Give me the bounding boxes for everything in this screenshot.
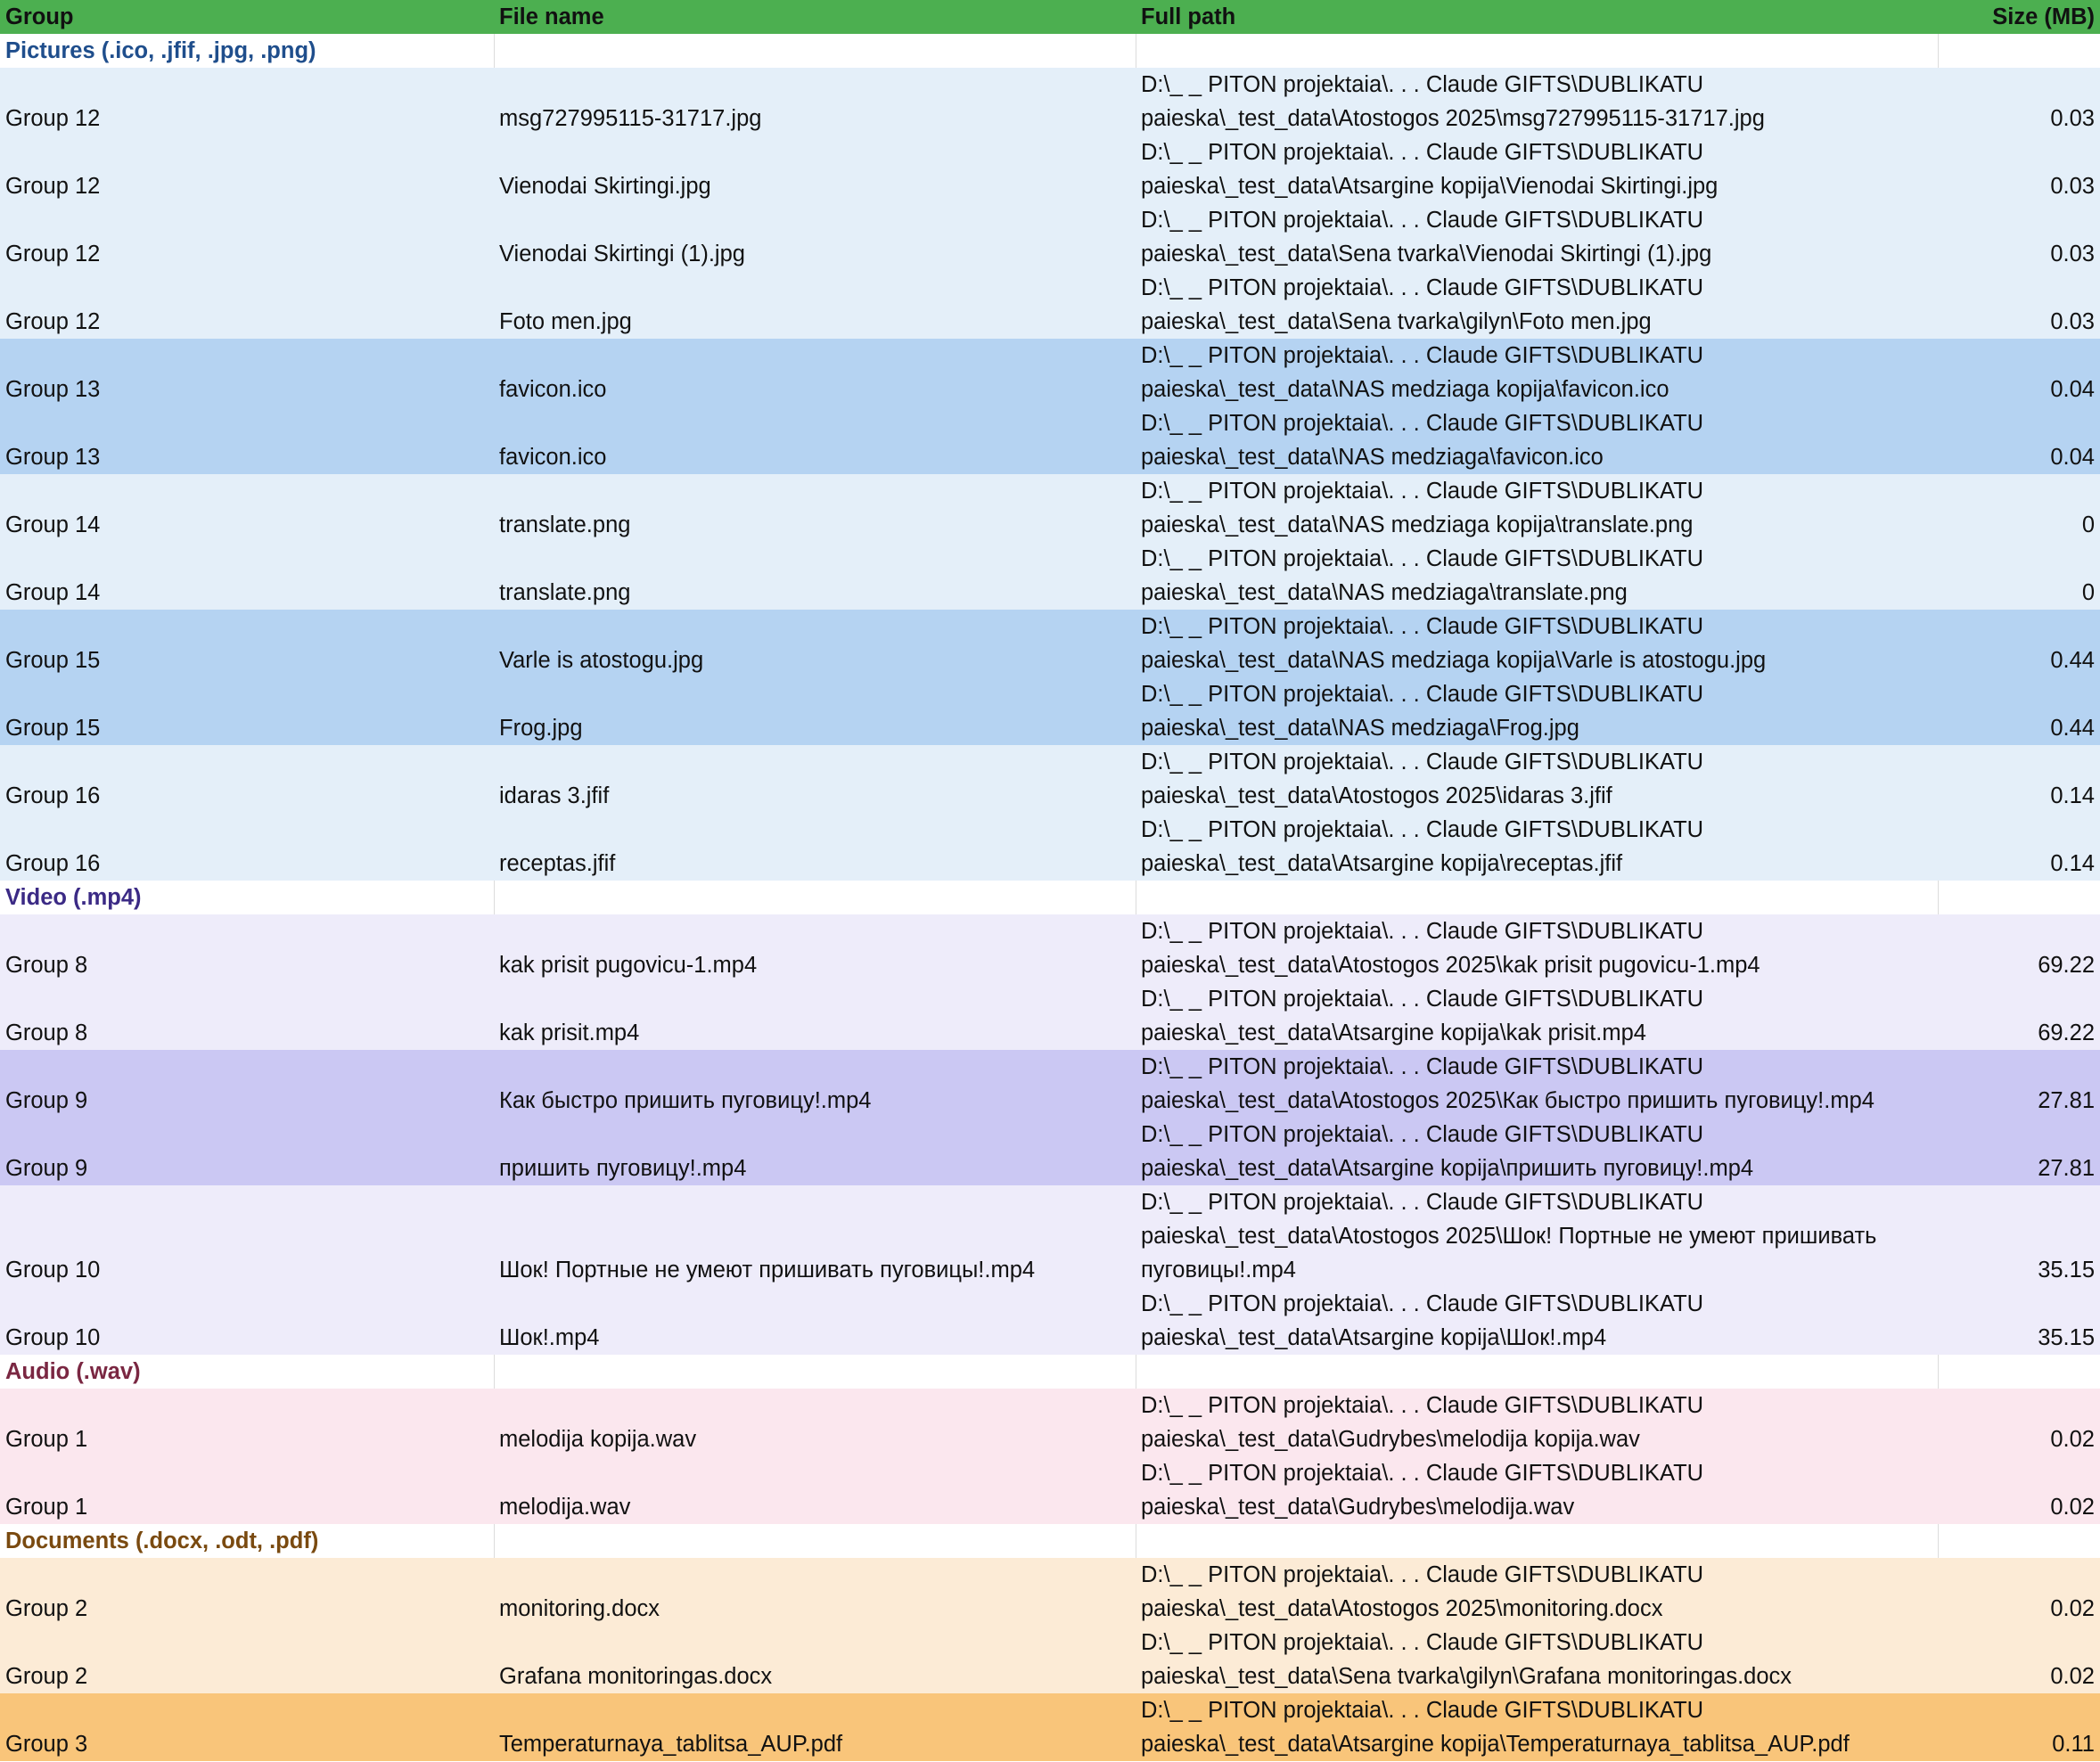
full-path-cell[interactable] <box>1136 745 1938 813</box>
group-cell[interactable]: Group 2 <box>0 1558 494 1626</box>
file-name-cell[interactable]: Varle is atostogu.jpg <box>494 610 1136 677</box>
size-cell[interactable]: 0.11 <box>1938 1693 2100 1761</box>
group-cell[interactable]: Group 15 <box>0 610 494 677</box>
full-path-cell[interactable] <box>1136 677 1938 745</box>
path-line: paieska\_test_data\NAS medziaga kopija\translate.png <box>1141 512 1694 537</box>
full-path-cell[interactable] <box>1136 542 1938 610</box>
path-line: D:\_ _ PITON projektaia\. . . Claude GIFTS\DUBLIKATU <box>1141 1190 1704 1215</box>
size-cell[interactable]: 0 <box>1938 542 2100 610</box>
path-line: paieska\_test_data\Atsargine kopija\Temperaturnaya_tablitsa_AUP.pdf <box>1141 1732 1850 1757</box>
table-row <box>0 1050 2100 1118</box>
table-row <box>0 1558 2100 1626</box>
table-row <box>0 677 2100 745</box>
full-path-cell[interactable] <box>1136 914 1938 982</box>
group-cell[interactable]: Group 13 <box>0 339 494 406</box>
group-cell[interactable]: Group 1 <box>0 1456 494 1524</box>
full-path-cell[interactable] <box>1136 1050 1938 1118</box>
full-path-cell[interactable] <box>1136 68 1938 135</box>
size-cell[interactable]: 0.04 <box>1938 406 2100 474</box>
group-cell[interactable]: Group 2 <box>0 1626 494 1693</box>
table-row <box>0 339 2100 406</box>
group-cell[interactable]: Group 14 <box>0 542 494 610</box>
file-name-cell[interactable]: Grafana monitoringas.docx <box>494 1626 1136 1693</box>
group-cell[interactable]: Group 14 <box>0 474 494 542</box>
path-line: D:\_ _ PITON projektaia\. . . Claude GIFTS\DUBLIKATU <box>1141 479 1704 504</box>
path-line: D:\_ _ PITON projektaia\. . . Claude GIFTS\DUBLIKATU <box>1141 275 1704 300</box>
file-name-cell[interactable]: Foto men.jpg <box>494 271 1136 339</box>
empty-cell[interactable] <box>494 1524 1136 1558</box>
full-path-cell[interactable] <box>1136 1185 1938 1287</box>
size-cell[interactable]: 0.03 <box>1938 68 2100 135</box>
section-row-audio <box>0 1355 2100 1389</box>
size-cell[interactable]: 0.04 <box>1938 339 2100 406</box>
size-cell[interactable]: 0.14 <box>1938 813 2100 881</box>
size-cell[interactable]: 69.22 <box>1938 982 2100 1050</box>
group-cell[interactable]: Group 9 <box>0 1050 494 1118</box>
size-cell[interactable]: 0.03 <box>1938 135 2100 203</box>
path-line: пуговицы!.mp4 <box>1141 1258 1296 1283</box>
file-name-cell[interactable]: favicon.ico <box>494 339 1136 406</box>
header-file-name[interactable]: File name <box>494 0 1136 34</box>
section-row-pictures <box>0 34 2100 68</box>
path-line: D:\_ _ PITON projektaia\. . . Claude GIFTS\DUBLIKATU <box>1141 1630 1704 1655</box>
size-cell[interactable]: 27.81 <box>1938 1050 2100 1118</box>
path-line: paieska\_test_data\Sena tvarka\gilyn\Grafana monitoringas.docx <box>1141 1664 1792 1689</box>
path-line: paieska\_test_data\NAS medziaga\translate.png <box>1141 580 1628 605</box>
file-name-cell[interactable]: Как быстро пришить пуговицу!.mp4 <box>494 1050 1136 1118</box>
full-path-cell[interactable] <box>1136 1287 1938 1355</box>
size-cell[interactable]: 0 <box>1938 474 2100 542</box>
file-name-cell[interactable]: Frog.jpg <box>494 677 1136 745</box>
path-line: D:\_ _ PITON projektaia\. . . Claude GIFTS\DUBLIKATU <box>1141 546 1704 571</box>
path-line: paieska\_test_data\Atsargine kopija\пришить пуговицу!.mp4 <box>1141 1156 1754 1181</box>
file-name-cell[interactable]: melodija kopija.wav <box>494 1389 1136 1456</box>
section-row-video <box>0 881 2100 914</box>
table-row <box>0 914 2100 982</box>
file-name-cell[interactable]: Шок!.mp4 <box>494 1287 1136 1355</box>
size-cell[interactable]: 27.81 <box>1938 1118 2100 1185</box>
path-line: paieska\_test_data\NAS medziaga\Frog.jpg <box>1141 716 1579 741</box>
table-row <box>0 406 2100 474</box>
file-name-cell[interactable]: favicon.ico <box>494 406 1136 474</box>
file-name-cell[interactable]: receptas.jfif <box>494 813 1136 881</box>
table-row <box>0 1626 2100 1693</box>
size-cell[interactable]: 0.02 <box>1938 1456 2100 1524</box>
size-cell[interactable]: 0.02 <box>1938 1626 2100 1693</box>
size-cell[interactable]: 0.03 <box>1938 203 2100 271</box>
group-cell[interactable]: Group 13 <box>0 406 494 474</box>
table-row <box>0 1693 2100 1761</box>
size-cell[interactable]: 69.22 <box>1938 914 2100 982</box>
header-row <box>0 0 2100 34</box>
file-name-cell[interactable]: Temperaturnaya_tablitsa_AUP.pdf <box>494 1693 1136 1761</box>
path-line: D:\_ _ PITON projektaia\. . . Claude GIFTS\DUBLIKATU <box>1141 343 1704 368</box>
path-line: paieska\_test_data\Atsargine kopija\receptas.jfif <box>1141 851 1623 876</box>
group-cell[interactable]: Group 9 <box>0 1118 494 1185</box>
table-row <box>0 610 2100 677</box>
empty-cell[interactable] <box>1136 881 1938 914</box>
table-row <box>0 1118 2100 1185</box>
path-line: D:\_ _ PITON projektaia\. . . Claude GIFTS\DUBLIKATU <box>1141 1461 1704 1486</box>
table-row <box>0 135 2100 203</box>
header-size[interactable]: Size (MB) <box>1938 0 2100 34</box>
empty-cell[interactable] <box>1136 34 1938 68</box>
full-path-cell[interactable] <box>1136 203 1938 271</box>
full-path-cell[interactable] <box>1136 271 1938 339</box>
group-cell[interactable]: Group 8 <box>0 982 494 1050</box>
section-label[interactable]: Audio (.wav) <box>0 1355 494 1389</box>
path-line: paieska\_test_data\Atostogos 2025\monitoring.docx <box>1141 1596 1663 1621</box>
group-cell[interactable]: Group 16 <box>0 745 494 813</box>
empty-cell[interactable] <box>1938 1355 2100 1389</box>
path-line: D:\_ _ PITON projektaia\. . . Claude GIFTS\DUBLIKATU <box>1141 1698 1704 1723</box>
path-line: paieska\_test_data\Atostogos 2025\Как быстро пришить пуговицу!.mp4 <box>1141 1088 1874 1113</box>
empty-cell[interactable] <box>1938 881 2100 914</box>
file-name-cell[interactable]: msg727995115-31717.jpg <box>494 68 1136 135</box>
full-path-cell[interactable] <box>1136 1118 1938 1185</box>
table-row <box>0 1389 2100 1456</box>
group-cell[interactable]: Group 16 <box>0 813 494 881</box>
table-row <box>0 982 2100 1050</box>
path-line: paieska\_test_data\Sena tvarka\Vienodai Skirtingi (1).jpg <box>1141 242 1712 266</box>
group-cell[interactable]: Group 3 <box>0 1693 494 1761</box>
path-line: D:\_ _ PITON projektaia\. . . Claude GIFTS\DUBLIKATU <box>1141 1291 1704 1316</box>
empty-cell[interactable] <box>1136 1524 1938 1558</box>
header-group[interactable]: Group <box>0 0 494 34</box>
table-row <box>0 745 2100 813</box>
path-line: paieska\_test_data\Sena tvarka\gilyn\Foto men.jpg <box>1141 309 1652 334</box>
full-path-cell[interactable] <box>1136 339 1938 406</box>
path-line: paieska\_test_data\NAS medziaga kopija\favicon.ico <box>1141 377 1669 402</box>
path-line: paieska\_test_data\Gudrybes\melodija kopija.wav <box>1141 1427 1640 1452</box>
path-line: D:\_ _ PITON projektaia\. . . Claude GIFTS\DUBLIKATU <box>1141 817 1704 842</box>
size-cell[interactable]: 0.44 <box>1938 610 2100 677</box>
path-line: paieska\_test_data\NAS medziaga\favicon.ico <box>1141 445 1604 470</box>
file-name-cell[interactable]: kak prisit pugovicu-1.mp4 <box>494 914 1136 982</box>
group-cell[interactable]: Group 10 <box>0 1185 494 1287</box>
file-name-cell[interactable]: idaras 3.jfif <box>494 745 1136 813</box>
group-cell[interactable]: Group 12 <box>0 68 494 135</box>
section-label[interactable]: Documents (.docx, .odt, .pdf) <box>0 1524 494 1558</box>
group-cell[interactable]: Group 10 <box>0 1287 494 1355</box>
full-path-cell[interactable] <box>1136 474 1938 542</box>
table-row <box>0 1185 2100 1287</box>
size-cell[interactable]: 0.03 <box>1938 271 2100 339</box>
file-name-cell[interactable]: Vienodai Skirtingi (1).jpg <box>494 203 1136 271</box>
table-row <box>0 474 2100 542</box>
path-line: paieska\_test_data\Atostogos 2025\msg727995115-31717.jpg <box>1141 106 1765 131</box>
path-line: D:\_ _ PITON projektaia\. . . Claude GIFTS\DUBLIKATU <box>1141 1393 1704 1418</box>
path-line: D:\_ _ PITON projektaia\. . . Claude GIFTS\DUBLIKATU <box>1141 919 1704 944</box>
full-path-cell[interactable] <box>1136 406 1938 474</box>
file-name-cell[interactable]: пришить пуговицу!.mp4 <box>494 1118 1136 1185</box>
empty-cell[interactable] <box>494 34 1136 68</box>
path-line: D:\_ _ PITON projektaia\. . . Claude GIFTS\DUBLIKATU <box>1141 614 1704 639</box>
table-row <box>0 813 2100 881</box>
empty-cell[interactable] <box>1136 1355 1938 1389</box>
full-path-cell[interactable] <box>1136 1558 1938 1626</box>
table-row <box>0 1456 2100 1524</box>
table-row <box>0 68 2100 135</box>
path-line: paieska\_test_data\Atostogos 2025\idaras 3.jfif <box>1141 783 1612 808</box>
path-line: paieska\_test_data\Atostogos 2025\kak prisit pugovicu-1.mp4 <box>1141 953 1760 978</box>
full-path-cell[interactable] <box>1136 982 1938 1050</box>
file-name-cell[interactable]: Vienodai Skirtingi.jpg <box>494 135 1136 203</box>
size-cell[interactable]: 35.15 <box>1938 1287 2100 1355</box>
path-line: D:\_ _ PITON projektaia\. . . Claude GIFTS\DUBLIKATU <box>1141 987 1704 1012</box>
empty-cell[interactable] <box>494 1355 1136 1389</box>
size-cell[interactable]: 35.15 <box>1938 1185 2100 1287</box>
file-name-cell[interactable]: translate.png <box>494 542 1136 610</box>
full-path-cell[interactable] <box>1136 1693 1938 1761</box>
path-line: D:\_ _ PITON projektaia\. . . Claude GIFTS\DUBLIKATU <box>1141 1054 1704 1079</box>
empty-cell[interactable] <box>1938 1524 2100 1558</box>
path-line: D:\_ _ PITON projektaia\. . . Claude GIFTS\DUBLIKATU <box>1141 411 1704 436</box>
table-row <box>0 542 2100 610</box>
path-line: paieska\_test_data\Atsargine kopija\Vienodai Skirtingi.jpg <box>1141 174 1719 199</box>
size-cell[interactable]: 0.14 <box>1938 745 2100 813</box>
path-line: D:\_ _ PITON projektaia\. . . Claude GIFTS\DUBLIKATU <box>1141 208 1704 233</box>
path-line: D:\_ _ PITON projektaia\. . . Claude GIFTS\DUBLIKATU <box>1141 140 1704 165</box>
path-line: paieska\_test_data\NAS medziaga kopija\Varle is atostogu.jpg <box>1141 648 1767 673</box>
full-path-cell[interactable] <box>1136 1456 1938 1524</box>
table-row <box>0 271 2100 339</box>
full-path-cell[interactable] <box>1136 1389 1938 1456</box>
path-line: D:\_ _ PITON projektaia\. . . Claude GIFTS\DUBLIKATU <box>1141 682 1704 707</box>
full-path-cell[interactable] <box>1136 1626 1938 1693</box>
path-line: paieska\_test_data\Atostogos 2025\Шок! Портные не умеют пришивать <box>1141 1224 1877 1249</box>
path-line: D:\_ _ PITON projektaia\. . . Claude GIFTS\DUBLIKATU <box>1141 750 1704 774</box>
table-row <box>0 1287 2100 1355</box>
file-name-cell[interactable]: translate.png <box>494 474 1136 542</box>
path-line: D:\_ _ PITON projektaia\. . . Claude GIFTS\DUBLIKATU <box>1141 72 1704 97</box>
section-label[interactable]: Pictures (.ico, .jfif, .jpg, .png) <box>0 34 494 68</box>
file-name-cell[interactable]: melodija.wav <box>494 1456 1136 1524</box>
size-cell[interactable]: 0.02 <box>1938 1558 2100 1626</box>
path-line: D:\_ _ PITON projektaia\. . . Claude GIFTS\DUBLIKATU <box>1141 1122 1704 1147</box>
group-cell[interactable]: Group 12 <box>0 203 494 271</box>
path-line: paieska\_test_data\Atsargine kopija\Шок!.mp4 <box>1141 1325 1607 1350</box>
empty-cell[interactable] <box>494 881 1136 914</box>
path-line: paieska\_test_data\Atsargine kopija\kak prisit.mp4 <box>1141 1020 1646 1045</box>
file-name-cell[interactable]: kak prisit.mp4 <box>494 982 1136 1050</box>
group-cell[interactable]: Group 15 <box>0 677 494 745</box>
section-label[interactable]: Video (.mp4) <box>0 881 494 914</box>
table-row <box>0 203 2100 271</box>
size-cell[interactable]: 0.44 <box>1938 677 2100 745</box>
group-cell[interactable]: Group 12 <box>0 271 494 339</box>
header-full-path[interactable]: Full path <box>1136 0 1938 34</box>
file-name-cell[interactable]: Шок! Портные не умеют пришивать пуговицы!.mp4 <box>494 1185 1136 1287</box>
group-cell[interactable]: Group 8 <box>0 914 494 982</box>
full-path-cell[interactable] <box>1136 610 1938 677</box>
full-path-cell[interactable] <box>1136 813 1938 881</box>
size-cell[interactable]: 0.02 <box>1938 1389 2100 1456</box>
path-line: paieska\_test_data\Gudrybes\melodija.wav <box>1141 1495 1575 1520</box>
section-row-documents <box>0 1524 2100 1558</box>
group-cell[interactable]: Group 12 <box>0 135 494 203</box>
full-path-cell[interactable] <box>1136 135 1938 203</box>
path-line: D:\_ _ PITON projektaia\. . . Claude GIFTS\DUBLIKATU <box>1141 1562 1704 1587</box>
group-cell[interactable]: Group 1 <box>0 1389 494 1456</box>
file-name-cell[interactable]: monitoring.docx <box>494 1558 1136 1626</box>
empty-cell[interactable] <box>1938 34 2100 68</box>
